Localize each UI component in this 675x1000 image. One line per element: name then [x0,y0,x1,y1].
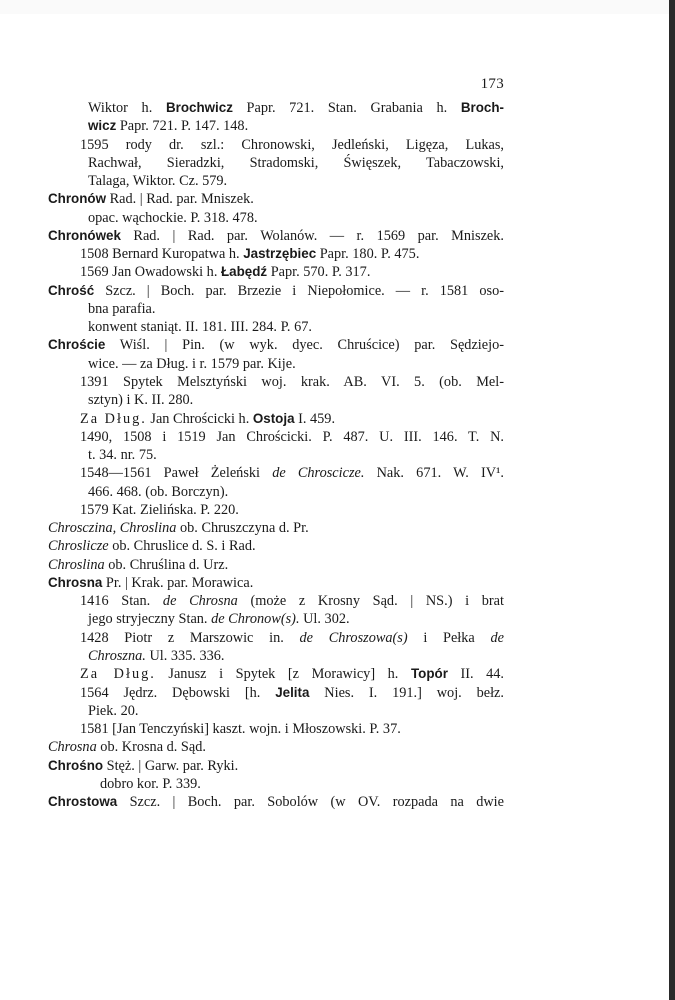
italic-text: Chroslina [48,556,105,573]
entry-headword: Chronówek [48,227,121,243]
text-line [48,702,504,720]
line-text: konwent staniąt. II. 181. III. 284. P. 67. [88,319,312,336]
line-text: 1508 Bernard Kuropatwa h. [80,246,244,263]
italic-text: de Chroszowa(s) [299,629,408,646]
entry-headword: Chrosna [48,574,103,590]
text-line [48,610,504,628]
text-line [48,282,504,300]
line-text: II. 44. [447,666,505,683]
text-line [48,647,504,665]
line-text: Jan Chrościcki h. [146,410,253,427]
entry-headword: Jastrzębiec [243,246,317,262]
line-text: Nak. 671. W. IV¹. [364,465,504,482]
line-text: ob. Chruślina d. Urz. [104,556,229,573]
line-text: Szcz. | Boch. par. Brzezie i Niepołomice. — r. 1581 oso- [94,282,504,299]
text-line [48,318,504,336]
page-number: 173 [480,76,504,92]
text-line [48,446,504,464]
text-line [48,355,504,373]
line-text: Papr. 180. P. 475. [316,246,420,263]
line-text: sztyn) i K. II. 280. [88,392,194,409]
line-text: (może z Krosny Sąd. | NS.) i brat [237,593,504,610]
text-line [48,537,504,555]
entry-headword: wicz [88,118,117,134]
text-line [48,428,504,446]
text-line [48,793,504,811]
line-text: Janusz i Spytek [z Morawicy] h. [155,666,411,683]
line-text: Szcz. | Boch. par. Sobolów (w OV. rozpada na dwie [117,794,504,811]
entry-headword: Chroście [48,337,106,353]
text-line [48,410,504,428]
line-text: 1490, 1508 i 1519 Jan Chrościcki. P. 487. U. III. 146. T. N. [80,428,504,445]
text-line [48,556,504,574]
entry-headword: Łabędź [220,264,268,280]
line-text: ob. Chruszczyna d. Pr. [176,520,309,537]
text-line [48,665,504,683]
text-line [48,574,504,592]
line-text: Stęż. | Garw. par. Ryki. [103,757,239,774]
line-text: Rachwał, Sieradzki, Stradomski, Święszek, Tabaczowski, [88,154,504,171]
text-line [48,373,504,391]
text-line [48,263,504,281]
entry-headword: Jelita [275,684,310,700]
line-text: 1595 rody dr. szl.: Chronowski, Jedleński, Ligęza, Lukas, [80,136,504,153]
line-text: 1569 Jan Owadowski h. [80,264,221,281]
line-text: Papr. 570. P. 317. [267,264,371,281]
entry-headword: Broch- [460,100,505,115]
italic-text: de [490,629,504,646]
line-text: 466. 468. (ob. Borczyn). [88,483,229,500]
entry-headword: Brochwicz [165,100,233,115]
text-line [48,227,504,245]
text-line [48,300,504,318]
line-text: t. 34. nr. 75. [88,447,157,464]
entry-headword: Chrość [48,282,95,298]
entry-headword: Chrośno [48,757,104,773]
text-line [48,99,504,117]
text-line [48,519,504,537]
line-text: 1416 Stan. [80,593,163,610]
text-line [48,483,504,501]
spaced-text: Za Dług. [80,410,147,427]
text-line [48,136,504,154]
italic-text: Chroszna. [88,647,146,664]
text-line [48,684,504,702]
line-text: Rad. | Rad. par. Mniszek. [106,191,254,208]
entry-headword: Topór [410,666,448,682]
text-line [48,757,504,775]
line-text: Nies. I. 191.] woj. bełz. [309,684,504,701]
text-line [48,738,504,756]
page-top-edge [0,0,675,14]
line-text: 1548—1561 Paweł Żeleński [80,465,273,482]
italic-text: de Chronow(s). [211,611,300,628]
spaced-text: Za Dług. [80,666,156,683]
italic-text: Chrosna [48,739,97,756]
line-text: 1391 Spytek Melsztyński woj. krak. AB. VI. 5. (ob. Mel- [80,373,504,390]
entry-headword: Chrostowa [48,794,118,810]
text-line [48,629,504,647]
text-line [48,464,504,482]
line-text: bna parafia. [88,300,156,317]
page-right-edge [669,0,675,1000]
text-line [48,391,504,409]
text-line [48,245,504,263]
text-line [48,775,504,793]
line-text: dobro kor. P. 339. [100,775,201,792]
italic-text: de Chroscicze. [272,465,365,482]
line-text: Papr. 721. Stan. Grabania h. [232,100,461,116]
line-text: Talaga, Wiktor. Cz. 579. [88,173,228,190]
line-text: 1564 Jędrz. Dębowski [h. [80,684,276,701]
line-text: ob. Chruslice d. S. i Rad. [108,538,256,555]
line-text: 1428 Piotr z Marszowic in. [80,629,300,646]
text-line [48,154,504,172]
line-text: wice. — za Dług. i r. 1579 par. Kije. [88,355,296,372]
line-text: Ul. 335. 336. [145,647,225,664]
italic-text: Chrosczina, Chroslina [48,520,177,537]
entry-headword: Chronów [48,191,107,207]
entry-headword: Ostoja [252,410,295,426]
italic-text: Chroslicze [48,538,109,555]
line-text: i Pełka [407,629,491,646]
line-text: Wiśl. | Pin. (w wyk. dyec. Chruścice) par. Sędziejo- [105,337,504,354]
line-text: Ul. 302. [299,611,350,628]
text-line [48,209,504,227]
line-text: Papr. 721. P. 147. 148. [116,118,249,135]
text-line [48,592,504,610]
dictionary-text-block [48,99,504,811]
line-text: opac. wąchockie. P. 318. 478. [88,209,258,226]
line-text: ob. Krosna d. Sąd. [96,739,206,756]
line-text: 1579 Kat. Zielińska. P. 220. [80,501,239,518]
text-line [48,336,504,354]
text-line [48,117,504,135]
text-line [48,172,504,190]
line-text: 1581 [Jan Tenczyński] kaszt. wojn. i Młoszowski. P. 37. [80,721,401,738]
text-line [48,190,504,208]
line-text: Piek. 20. [88,702,139,719]
line-text: Wiktor h. [88,100,166,116]
line-text: jego stryjeczny Stan. [88,611,212,628]
line-text: Pr. | Krak. par. Morawica. [102,574,254,591]
text-line [48,501,504,519]
line-text: I. 459. [294,410,336,427]
line-text: Rad. | Rad. par. Wolanów. — r. 1569 par. Mniszek. [120,227,504,244]
text-line [48,720,504,738]
italic-text: de Chrosna [162,593,238,610]
